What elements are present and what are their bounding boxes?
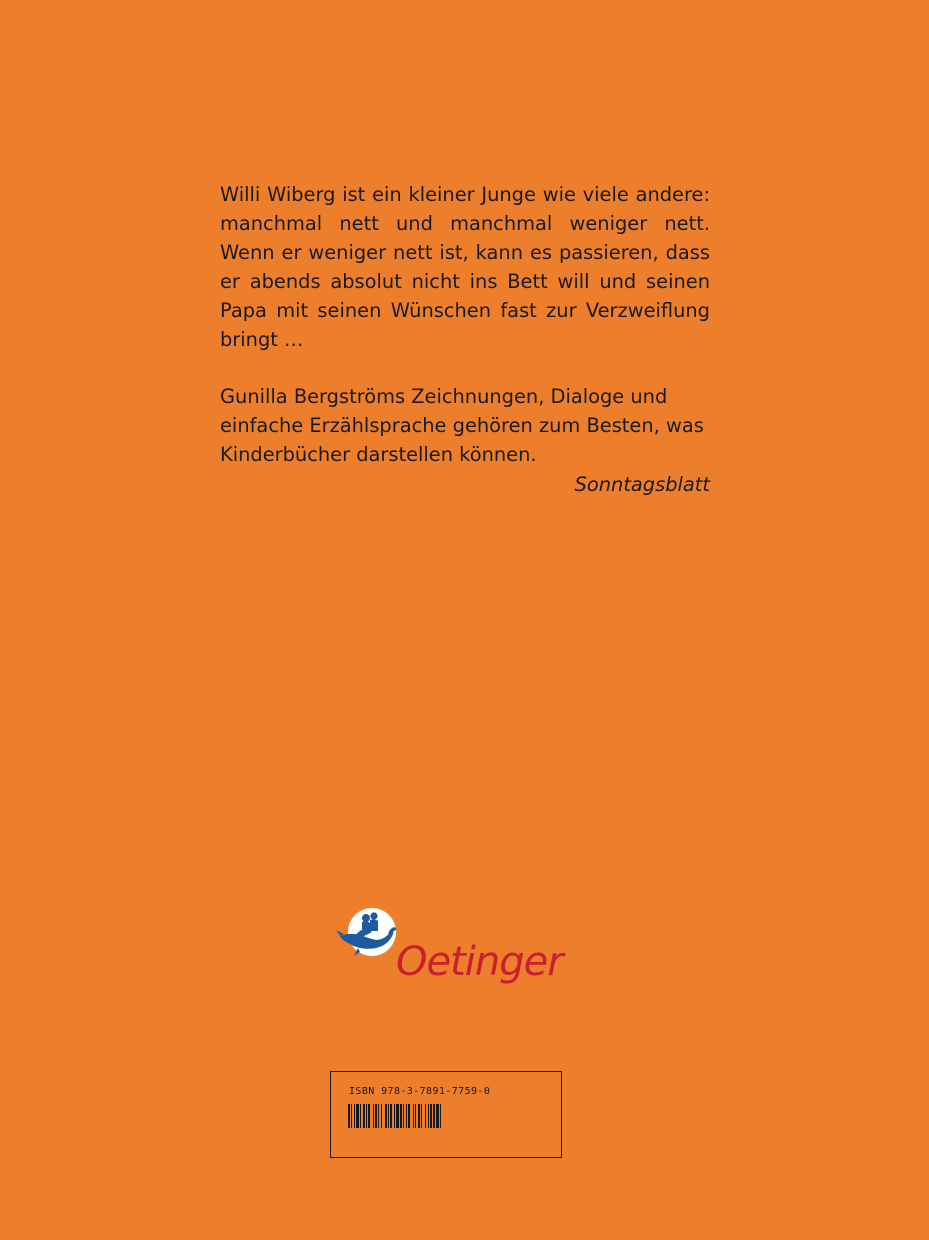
barcode-bar	[433, 1104, 435, 1128]
barcode-bar	[400, 1104, 402, 1128]
blurb-paragraph-1: Willi Wiberg ist ein kleiner Junge wie viele andere: manchmal nett und manchmal weniger nett. Wenn er weniger nett ist, kann es passieren, dass er abends absolut nicht ins Bett will und seinen Papa mit seinen Wünschen fast zur Verzweiflung bringt …	[220, 183, 710, 351]
barcode-bar	[351, 1104, 352, 1128]
barcode-bar	[428, 1104, 429, 1128]
barcode-bar	[430, 1104, 432, 1128]
barcode-bar	[368, 1104, 370, 1128]
barcode-bar	[418, 1104, 420, 1128]
publisher-name: Oetinger	[396, 939, 563, 985]
barcode-bar	[396, 1104, 399, 1128]
barcode-bar	[373, 1104, 374, 1128]
barcode-bar	[385, 1104, 387, 1128]
barcode-bar	[388, 1104, 389, 1128]
barcode-bar	[378, 1104, 379, 1128]
barcode-bar	[394, 1104, 395, 1128]
back-cover-blurb	[220, 180, 710, 499]
barcode-bar	[425, 1104, 426, 1128]
barcode-bar	[363, 1104, 365, 1128]
barcode-bar	[421, 1104, 422, 1128]
barcode-bar	[375, 1104, 377, 1128]
barcode-bar	[408, 1104, 410, 1128]
barcode-bar	[403, 1104, 404, 1128]
barcode-bar	[415, 1104, 416, 1128]
barcode-icon	[348, 1104, 490, 1128]
barcode-bar	[356, 1104, 359, 1128]
blurb-paragraph-2: Gunilla Bergströms Zeichnungen, Dialoge und einfache Erzählsprache gehören zum Besten, was Kinderbücher darstellen können.	[220, 385, 704, 466]
barcode-bar	[390, 1104, 392, 1128]
barcode-bar	[360, 1104, 361, 1128]
barcode-bar	[354, 1104, 355, 1128]
barcode-bar	[440, 1104, 441, 1128]
quote-source: Sonntagsblatt	[574, 473, 710, 496]
barcode-bar	[381, 1104, 382, 1128]
barcode-bar	[413, 1104, 414, 1128]
barcode-bar	[406, 1104, 407, 1128]
barcode-bar	[348, 1104, 350, 1128]
barcode-bar	[436, 1104, 439, 1128]
barcode-box	[330, 1071, 562, 1158]
isbn-label: ISBN 978-3-7891-7759-0	[349, 1086, 491, 1097]
publisher-logo	[336, 904, 566, 1000]
barcode-bar	[366, 1104, 367, 1128]
